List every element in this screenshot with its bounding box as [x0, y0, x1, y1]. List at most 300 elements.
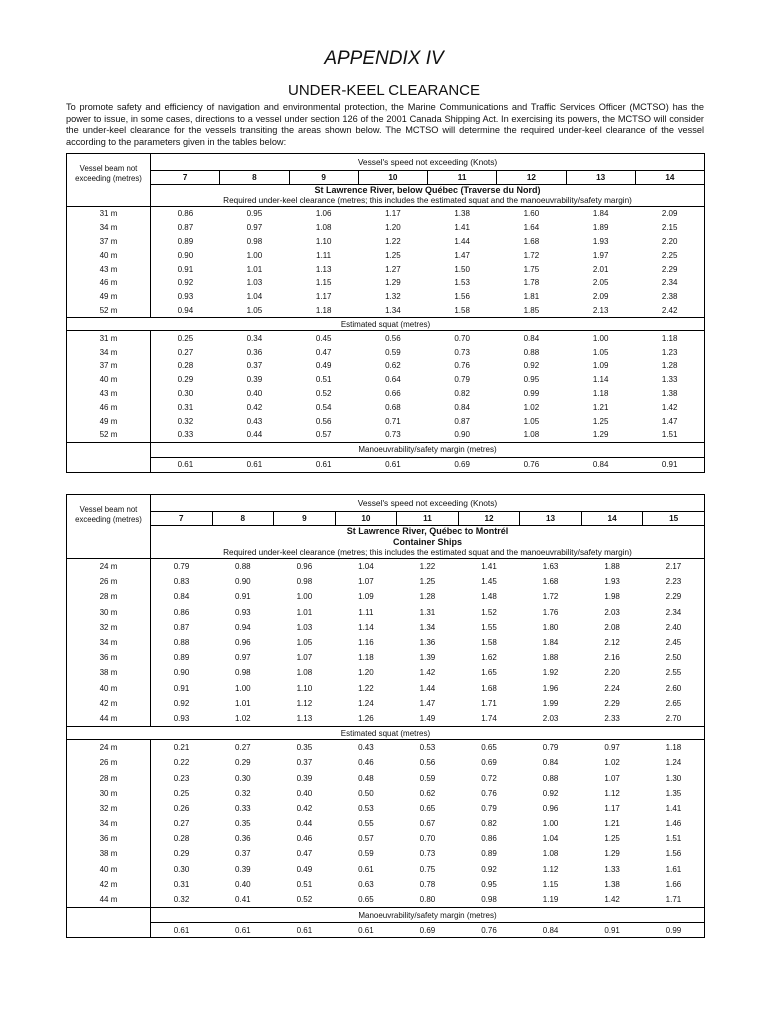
required-clearance-row [67, 290, 705, 304]
cell-value: 1.19 [520, 892, 582, 908]
cell-value: 0.59 [385, 347, 401, 357]
cell-value: 0.26 [173, 803, 190, 813]
cell-value: 1.71 [643, 892, 705, 908]
cell-value: 1.12 [296, 698, 313, 708]
cell-value: 0.44 [220, 428, 289, 442]
cell-value: 1.01 [246, 264, 263, 274]
cell-value: 0.75 [419, 864, 436, 874]
cell-value: 1.28 [635, 359, 704, 373]
squat-label-row [67, 318, 705, 331]
cell-value: 0.47 [315, 347, 332, 357]
cell-value: 2.70 [643, 711, 705, 727]
cell-value: 1.12 [604, 788, 620, 798]
cell-value: 0.33 [235, 803, 251, 813]
cell-value: 0.40 [235, 879, 251, 889]
speed-value: 10 [358, 171, 427, 185]
cell-value: 1.21 [592, 402, 609, 412]
cell-value: 1.31 [419, 607, 436, 617]
cell-value: 1.38 [635, 387, 704, 401]
cell-value: 1.28 [419, 592, 436, 602]
cell-value: 2.03 [520, 711, 582, 727]
cell-value: 1.07 [604, 773, 620, 783]
cell-value: 1.97 [592, 250, 609, 260]
cell-value: 0.93 [177, 292, 194, 302]
cell-value: 1.68 [481, 683, 497, 693]
cell-value: 0.29 [177, 375, 194, 385]
cell-value: 1.22 [397, 559, 459, 575]
cell-value: 1.45 [481, 577, 497, 587]
cell-value: 0.65 [458, 740, 520, 756]
speed-value: 13 [566, 171, 635, 185]
cell-value: 0.65 [335, 892, 397, 908]
cell-value: 2.03 [604, 607, 620, 617]
cell-value: 1.41 [458, 559, 520, 575]
cell-value: 0.84 [173, 592, 190, 602]
cell-value: 1.15 [542, 879, 559, 889]
cell-value: 0.90 [235, 577, 251, 587]
cell-value: 0.92 [481, 864, 497, 874]
cell-value: 1.08 [296, 668, 313, 678]
margin-value: 0.61 [151, 457, 220, 472]
cell-value: 0.98 [235, 668, 251, 678]
cell-value: 1.00 [542, 819, 559, 829]
speed-value: 12 [458, 512, 520, 526]
cell-value: 0.65 [419, 803, 436, 813]
margin-value: 0.69 [397, 923, 459, 938]
estimated-squat-row [67, 740, 705, 756]
cell-value: 2.45 [643, 635, 705, 650]
cell-value: 1.16 [358, 638, 374, 648]
cell-value: 1.15 [315, 278, 332, 288]
cell-value: 2.55 [643, 665, 705, 680]
cell-value: 1.71 [481, 698, 497, 708]
cell-value: 0.90 [177, 250, 194, 260]
cell-value: 0.95 [220, 207, 289, 221]
cell-value: 0.22 [173, 758, 190, 768]
cell-value: 1.25 [604, 834, 620, 844]
beam-value: 52 m [67, 304, 151, 318]
required-clearance-row [67, 248, 705, 262]
estimated-squat-row [67, 414, 705, 428]
cell-value: 0.78 [419, 879, 436, 889]
estimated-squat-row [67, 786, 705, 801]
cell-value: 0.71 [385, 416, 401, 426]
cell-value: 1.56 [454, 292, 470, 302]
cell-value: 1.00 [235, 683, 251, 693]
cell-value: 0.43 [335, 740, 397, 756]
cell-value: 1.08 [497, 428, 566, 442]
cell-value: 0.32 [177, 416, 194, 426]
margin-value: 0.84 [566, 457, 635, 472]
cell-value: 0.25 [173, 788, 190, 798]
cell-value: 1.00 [246, 250, 263, 260]
cell-value: 1.84 [566, 207, 635, 221]
cell-value: 1.05 [220, 304, 289, 318]
cell-value: 1.05 [296, 638, 313, 648]
cell-value: 0.92 [177, 278, 194, 288]
beam-value: 31 m [67, 331, 151, 345]
cell-value: 0.37 [246, 361, 263, 371]
cell-value: 0.48 [358, 773, 374, 783]
cell-value: 1.60 [497, 207, 566, 221]
beam-value: 34 m [67, 635, 151, 650]
cell-value: 1.24 [358, 698, 374, 708]
cell-value: 0.82 [481, 819, 497, 829]
cell-value: 1.93 [604, 577, 620, 587]
cell-value: 1.34 [358, 304, 427, 318]
required-clearance-row [67, 635, 705, 650]
required-clearance-row [67, 221, 705, 235]
speed-value: 12 [497, 171, 566, 185]
cell-value: 1.42 [419, 668, 436, 678]
ukc-table-quebec-montreal [66, 494, 705, 938]
cell-value: 1.02 [604, 758, 620, 768]
cell-value: 1.93 [592, 236, 609, 246]
cell-value: 0.36 [246, 347, 263, 357]
cell-value: 1.36 [419, 638, 436, 648]
margin-value: 0.61 [358, 457, 427, 472]
speed-value: 8 [212, 512, 274, 526]
margin-value: 0.69 [428, 457, 497, 472]
cell-value: 1.55 [481, 622, 497, 632]
cell-value: 2.65 [643, 696, 705, 711]
estimated-squat-row [67, 428, 705, 442]
cell-value: 1.98 [604, 592, 620, 602]
cell-value: 0.95 [523, 375, 540, 385]
cell-value: 0.52 [274, 892, 336, 908]
beam-value: 32 m [67, 801, 151, 816]
cell-value: 0.56 [419, 758, 436, 768]
cell-value: 0.25 [151, 331, 220, 345]
cell-value: 1.24 [643, 755, 705, 770]
cell-value: 1.10 [315, 236, 332, 246]
speed-value: 14 [635, 171, 704, 185]
cell-value: 1.08 [315, 223, 332, 233]
beam-value: 34 m [67, 345, 151, 359]
cell-value: 0.47 [296, 849, 313, 859]
margin-label: Manoeuvrability/safety margin (metres) [151, 908, 705, 923]
cell-value: 0.35 [235, 819, 251, 829]
cell-value: 1.18 [289, 304, 358, 318]
cell-value: 0.73 [358, 428, 427, 442]
cell-value: 1.44 [419, 683, 436, 693]
beam-value: 30 m [67, 786, 151, 801]
cell-value: 0.53 [397, 740, 459, 756]
cell-value: 0.86 [173, 607, 190, 617]
cell-value: 1.46 [643, 816, 705, 831]
cell-value: 1.12 [542, 864, 559, 874]
cell-value: 1.03 [296, 622, 313, 632]
estimated-squat-row [67, 359, 705, 373]
speed-value: 15 [643, 512, 705, 526]
cell-value: 1.41 [454, 223, 470, 233]
cell-value: 0.55 [358, 819, 374, 829]
cell-value: 1.01 [296, 607, 313, 617]
cell-value: 1.39 [419, 653, 436, 663]
squat-label: Estimated squat (metres) [67, 318, 705, 331]
cell-value: 0.57 [358, 834, 374, 844]
beam-value: 26 m [67, 574, 151, 589]
beam-value: 40 m [67, 373, 151, 387]
cell-value: 1.18 [643, 740, 705, 756]
cell-value: 2.42 [635, 304, 704, 318]
cell-value: 0.88 [173, 638, 190, 648]
cell-value: 1.76 [542, 607, 559, 617]
beam-value: 36 m [67, 831, 151, 846]
cell-value: 1.22 [385, 236, 401, 246]
cell-value: 1.29 [385, 278, 401, 288]
cell-value: 2.17 [643, 559, 705, 575]
cell-value: 1.07 [296, 653, 313, 663]
cell-value: 0.88 [542, 773, 559, 783]
cell-value: 0.34 [220, 331, 289, 345]
cell-value: 0.56 [315, 416, 332, 426]
cell-value: 1.41 [643, 801, 705, 816]
cell-value: 1.04 [335, 559, 397, 575]
cell-value: 0.52 [315, 388, 332, 398]
cell-value: 1.09 [358, 592, 374, 602]
cell-value: 0.69 [481, 758, 497, 768]
cell-value: 0.56 [358, 331, 427, 345]
cell-value: 0.91 [173, 683, 190, 693]
margin-value: 0.99 [643, 923, 705, 938]
cell-value: 0.92 [523, 361, 540, 371]
cell-value: 1.00 [566, 331, 635, 345]
cell-value: 1.74 [458, 711, 520, 727]
cell-value: 2.20 [604, 668, 620, 678]
estimated-squat-row [67, 387, 705, 401]
required-clearance-row [67, 605, 705, 620]
margin-values-row [67, 923, 705, 938]
beam-value: 34 m [67, 816, 151, 831]
cell-value: 0.35 [274, 740, 336, 756]
cell-value: 0.30 [177, 388, 194, 398]
estimated-squat-row [67, 373, 705, 387]
speed-header-row [67, 154, 705, 171]
cell-value: 1.14 [592, 375, 609, 385]
cell-value: 0.30 [173, 864, 190, 874]
cell-value: 1.25 [419, 577, 436, 587]
cell-value: 0.97 [246, 223, 263, 233]
cell-value: 0.42 [296, 803, 313, 813]
cell-value: 0.70 [428, 331, 497, 345]
cell-value: 0.21 [151, 740, 213, 756]
cell-value: 1.81 [523, 292, 540, 302]
cell-value: 1.72 [542, 592, 559, 602]
required-clearance-row [67, 711, 705, 727]
cell-value: 1.20 [385, 223, 401, 233]
beam-value: 28 m [67, 589, 151, 604]
cell-value: 0.49 [315, 361, 332, 371]
cell-value: 0.27 [212, 740, 274, 756]
speed-value: 11 [397, 512, 459, 526]
cell-value: 0.27 [173, 819, 190, 829]
cell-value: 1.96 [542, 683, 559, 693]
beam-header: Vessel beam not exceeding (metres) [67, 154, 151, 207]
required-clearance-note: Required under-keel clearance (metres; this includes the estimated squat and the manoeuvrability/safety margin) [223, 196, 632, 205]
beam-value: 46 m [67, 400, 151, 414]
cell-value: 2.25 [635, 248, 704, 262]
cell-value: 0.95 [481, 879, 497, 889]
beam-value: 38 m [67, 846, 151, 861]
cell-value: 2.50 [643, 650, 705, 665]
beam-value: 40 m [67, 248, 151, 262]
cell-value: 0.40 [296, 788, 313, 798]
estimated-squat-row [67, 801, 705, 816]
required-clearance-row [67, 681, 705, 696]
margin-value: 0.76 [458, 923, 520, 938]
speed-value: 7 [151, 171, 220, 185]
cell-value: 2.34 [643, 605, 705, 620]
cell-value: 0.54 [315, 402, 332, 412]
cell-value: 0.90 [428, 428, 497, 442]
cell-value: 1.04 [246, 292, 263, 302]
cell-value: 1.02 [523, 402, 540, 412]
beam-value: 42 m [67, 696, 151, 711]
cell-value: 0.49 [296, 864, 313, 874]
required-clearance-row [67, 696, 705, 711]
cell-value: 1.00 [296, 592, 313, 602]
cell-value: 2.13 [566, 304, 635, 318]
cell-value: 0.67 [419, 819, 436, 829]
page-title: APPENDIX IV [324, 48, 444, 69]
margin-values-row [67, 457, 705, 472]
cell-value: 0.88 [523, 347, 540, 357]
cell-value: 0.29 [173, 849, 190, 859]
cell-value: 2.09 [592, 292, 609, 302]
cell-value: 0.37 [235, 849, 251, 859]
cell-value: 1.62 [481, 653, 497, 663]
cell-value: 0.73 [454, 347, 470, 357]
cell-value: 2.20 [635, 235, 704, 249]
cell-value: 0.96 [274, 559, 336, 575]
cell-value: 1.44 [454, 236, 470, 246]
cell-value: 0.91 [235, 592, 251, 602]
cell-value: 0.23 [173, 773, 190, 783]
speed-header: Vessel's speed not exceeding (Knots) [151, 495, 705, 512]
speed-value: 13 [520, 512, 582, 526]
cell-value: 0.90 [173, 668, 190, 678]
cell-value: 0.97 [235, 653, 251, 663]
location-name: St Lawrence River, Québec to Montrél [346, 526, 509, 536]
cell-value: 2.16 [604, 653, 620, 663]
required-clearance-row [67, 665, 705, 680]
margin-value: 0.61 [289, 457, 358, 472]
cell-value: 1.11 [358, 607, 374, 617]
cell-value: 1.75 [523, 264, 540, 274]
ukc-table-traverse-du-nord [66, 153, 705, 473]
beam-value: 38 m [67, 665, 151, 680]
cell-value: 0.79 [151, 559, 213, 575]
beam-value: 52 m [67, 428, 151, 442]
speed-value: 9 [274, 512, 336, 526]
beam-value: 24 m [67, 740, 151, 756]
beam-value: 49 m [67, 290, 151, 304]
cell-value: 0.98 [296, 577, 313, 587]
location-header [151, 185, 705, 207]
location-header [151, 526, 705, 559]
cell-value: 0.79 [454, 375, 470, 385]
cell-value: 0.32 [151, 892, 213, 908]
required-clearance-row [67, 304, 705, 318]
cell-value: 0.93 [151, 711, 213, 727]
cell-value: 1.07 [358, 577, 374, 587]
required-clearance-row [67, 589, 705, 604]
cell-value: 0.89 [481, 849, 497, 859]
estimated-squat-row [67, 816, 705, 831]
cell-value: 2.08 [604, 622, 620, 632]
cell-value: 2.29 [635, 262, 704, 276]
estimated-squat-row [67, 770, 705, 785]
cell-value: 1.23 [635, 345, 704, 359]
cell-value: 0.59 [419, 773, 436, 783]
estimated-squat-row [67, 755, 705, 770]
cell-value: 0.70 [419, 834, 436, 844]
cell-value: 0.97 [581, 740, 643, 756]
cell-value: 0.64 [385, 375, 401, 385]
cell-value: 1.51 [643, 831, 705, 846]
cell-value: 1.13 [274, 711, 336, 727]
cell-value: 1.29 [566, 428, 635, 442]
cell-value: 0.99 [523, 388, 540, 398]
cell-value: 1.61 [643, 862, 705, 877]
cell-value: 0.36 [235, 834, 251, 844]
beam-value: 28 m [67, 770, 151, 785]
beam-value: 40 m [67, 681, 151, 696]
cell-value: 1.02 [212, 711, 274, 727]
margin-value: 0.76 [497, 457, 566, 472]
cell-value: 1.17 [358, 207, 427, 221]
cell-value: 1.21 [604, 819, 620, 829]
required-clearance-row [67, 276, 705, 290]
cell-value: 0.94 [151, 304, 220, 318]
cell-value: 1.25 [385, 250, 401, 260]
cell-value: 1.20 [358, 668, 374, 678]
cell-value: 1.04 [542, 834, 559, 844]
cell-value: 0.45 [289, 331, 358, 345]
cell-value: 0.86 [151, 207, 220, 221]
cell-value: 0.44 [296, 819, 313, 829]
cell-value: 1.85 [497, 304, 566, 318]
cell-value: 0.96 [235, 638, 251, 648]
beam-value: 44 m [67, 711, 151, 727]
cell-value: 0.59 [358, 849, 374, 859]
margin-value: 0.61 [220, 457, 289, 472]
cell-value: 1.18 [635, 331, 704, 345]
estimated-squat-row [67, 892, 705, 908]
cell-value: 0.80 [397, 892, 459, 908]
cell-value: 1.38 [604, 879, 620, 889]
cell-value: 0.98 [246, 236, 263, 246]
location-subname: Container Ships [392, 537, 462, 547]
cell-value: 1.22 [358, 683, 374, 693]
cell-value: 0.76 [454, 361, 470, 371]
cell-value: 2.60 [643, 681, 705, 696]
cell-value: 0.57 [289, 428, 358, 442]
cell-value: 0.91 [177, 264, 194, 274]
cell-value: 0.92 [173, 698, 190, 708]
required-clearance-row [67, 574, 705, 589]
cell-value: 0.51 [296, 879, 313, 889]
cell-value: 1.38 [428, 207, 497, 221]
cell-value: 1.18 [592, 388, 609, 398]
estimated-squat-row [67, 862, 705, 877]
cell-value: 2.01 [592, 264, 609, 274]
cell-value: 1.33 [635, 373, 704, 387]
estimated-squat-row [67, 877, 705, 892]
cell-value: 0.63 [358, 879, 374, 889]
beam-value: 24 m [67, 559, 151, 575]
